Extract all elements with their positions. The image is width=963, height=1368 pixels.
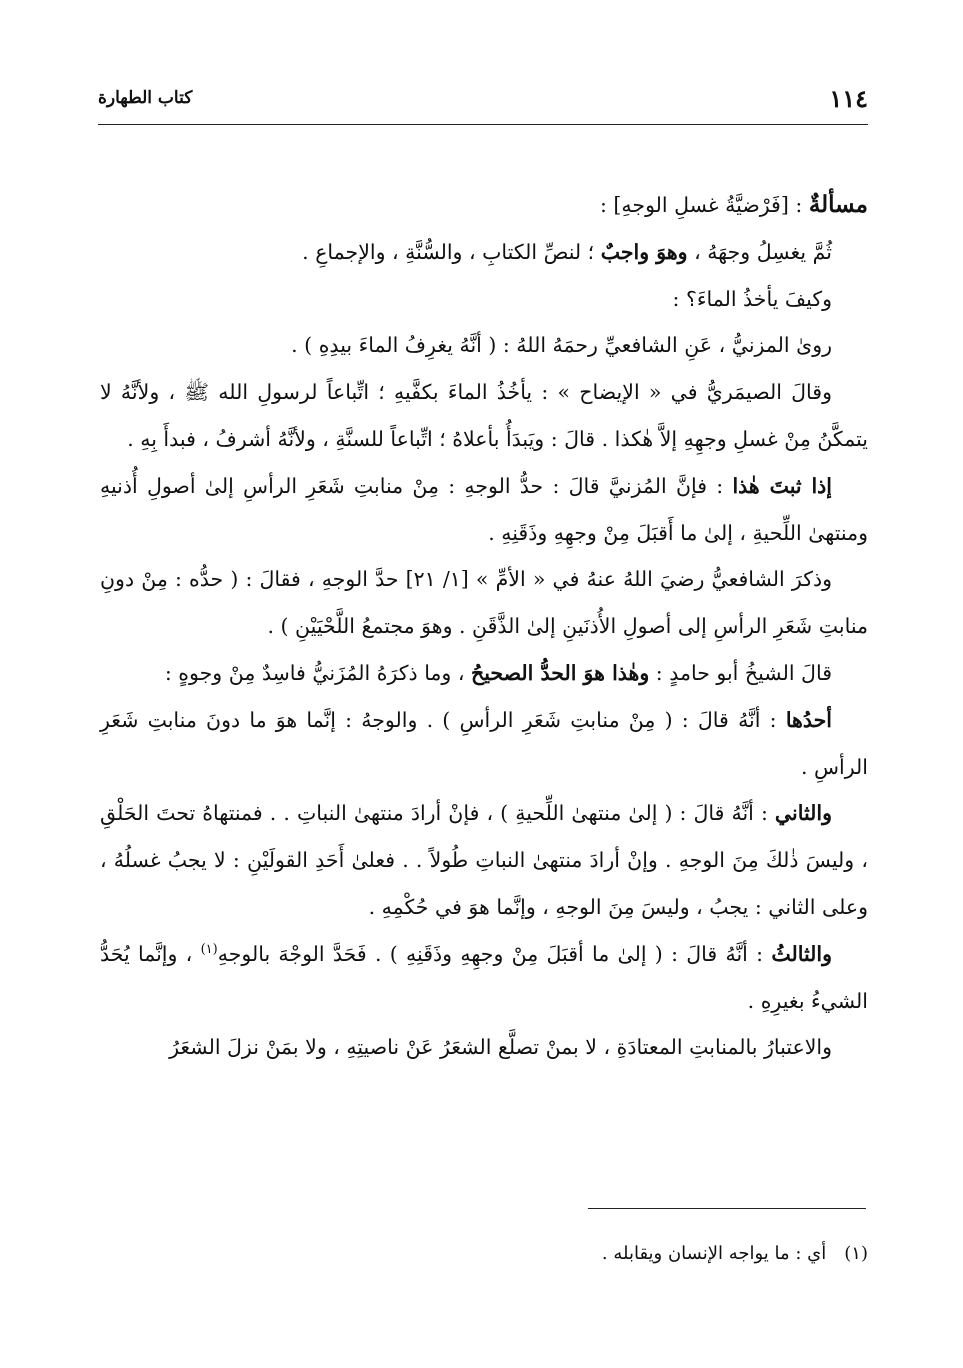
footnote-text: أي : ما يواجه الإنسان ويقابله . xyxy=(601,1243,827,1264)
paragraph-2: وكيفَ يأخذُ الماءَ؟ : xyxy=(672,286,832,311)
paragraph-7-text-a: قالَ الشيخُ أبو حامدٍ : xyxy=(649,660,832,685)
paragraph-1-text-a: ثُمَّ يغسِلُ وجهَهُ ، xyxy=(687,239,832,264)
paragraph-7-bold: وهٰذا هوَ الحدُّ الصحيحُ xyxy=(470,660,650,685)
footnote-number: (١) xyxy=(844,1243,868,1264)
paragraph-9-bold: والثاني xyxy=(774,801,832,826)
book-title: كتاب الطهارة xyxy=(98,88,193,108)
paragraph-7 xyxy=(100,650,868,697)
footnote xyxy=(100,1240,868,1268)
paragraph-5 xyxy=(100,463,868,557)
paragraph-1-bold: وهوَ واجبٌ xyxy=(600,239,688,264)
section-label: مسألةٌ xyxy=(808,191,868,218)
paragraph-7-text-c: ، وما ذكرَهُ المُزَنيُّ فاسِدٌ مِنْ وجوهٍ : xyxy=(164,660,471,685)
paragraph-1-text-c: ؛ لنصِّ الكتابِ ، والسُّنَّةِ ، والإجماعِ . xyxy=(302,239,601,264)
paragraph-5-bold: إذا ثبتَ هٰذا xyxy=(732,473,832,498)
section-title: : [فَرْضيَّةُ غسلِ الوجهِ] : xyxy=(599,193,809,217)
paragraph-1 xyxy=(100,229,868,276)
section-heading xyxy=(100,182,868,229)
paragraph-8-bold: أحدُها xyxy=(785,707,832,732)
paragraph-8-text: : أنَّهُ قالَ : ( مِنْ منابتِ شَعَرِ الرأسِ ) . والوجهُ : إنَّما هوَ ما دونَ منابتِ شَعَرِ الرأسِ . xyxy=(100,707,868,779)
paragraph-6: وذكرَ الشافعيُّ رضيَ اللهُ عنهُ في « الأمِّ » [١/ ٢١] حدَّ الوجهِ ، فقالَ : ( حدُّه : مِنْ دونِ منابتِ شَعَرِ الرأسِ إلى أصولِ الأُذنَينِ إلىٰ الذَّقَنِ . وهوَ مجتمعُ اللَّحْيَيْنِ ) . xyxy=(100,567,868,639)
paragraph-9 xyxy=(100,790,868,930)
paragraph-9-text: : أنَّهُ قالَ : ( إلىٰ منتهىٰ اللِّحيةِ ) ، فإنْ أرادَ منتهىٰ النباتِ . . فمنتهاهُ تحتَ الحَلْقِ ، وليسَ ذٰلكَ مِنَ الوجهِ . وإنْ أرادَ منتهىٰ النباتِ طُولاً . . فعلىٰ أَحَدِ القولَيْنِ : لا يجبُ غسلُهُ ، وعلى الثاني : يجبُ ، وليسَ مِنَ الوجهِ ، وإنَّما هوَ في حُكْمِهِ . xyxy=(100,801,868,919)
footnote-reference[interactable]: (١) xyxy=(200,941,218,957)
paragraph-3: روىٰ المزنيُّ ، عَنِ الشافعيِّ رحمَهُ اللهُ : ( أنَّهُ يغرِفُ الماءَ بيدِهِ ) . xyxy=(291,333,832,358)
paragraph-10-bold: والثالثُ xyxy=(771,941,832,966)
paragraph-11: والاعتبارُ بالمنابتِ المعتادَةِ ، لا بمنْ تصلَّع الشعَرُ عَنْ ناصيتِهِ ، ولا بمَنْ نزلَ الشعَرُ xyxy=(169,1035,832,1060)
paragraph-10-text-b: ، وإنَّما يُحَدُّ الشيءُ بغيرِهِ . xyxy=(100,941,868,1013)
paragraph-10-text-a: : أنَّهُ قالَ : ( إلىٰ ما أقبَلَ مِنْ وجهِهِ وذَقَنِهِ ) . فَحَدَّ الوجْهَ بالوجهِ xyxy=(217,941,772,966)
footnote-divider xyxy=(588,1208,866,1209)
page-header xyxy=(98,84,868,125)
paragraph-5-text: : فإنَّ المُزنيَّ قالَ : حدُّ الوجهِ : مِنْ منابتِ شَعَرِ الرأسِ إلىٰ أصولِ أُذنيهِ ومنتهىٰ اللِّحيةِ ، إلىٰ ما أَقبَلَ مِنْ وجهِهِ وذَقَنِهِ . xyxy=(100,473,868,545)
paragraph-10 xyxy=(100,931,868,1025)
paragraph-8 xyxy=(100,697,868,791)
page-number: ١١٤ xyxy=(829,84,868,113)
body-text xyxy=(100,182,868,1071)
paragraph-4: وقالَ الصيمَريُّ في « الإيضاح » : يأخُذُ الماءَ بكفَّيهِ ؛ اتِّباعاً لرسولِ الله ﷺ ، ولأنَّهُ لا يتمكَّنُ مِنْ غسلِ وجهِهِ إلاَّ هٰكذا . قالَ : ويَبدَأُ بأعلاهُ ؛ اتِّباعاً للسنَّةِ ، ولأنَّهُ أشرفُ ، فبدأَ بِهِ . xyxy=(100,380,868,451)
